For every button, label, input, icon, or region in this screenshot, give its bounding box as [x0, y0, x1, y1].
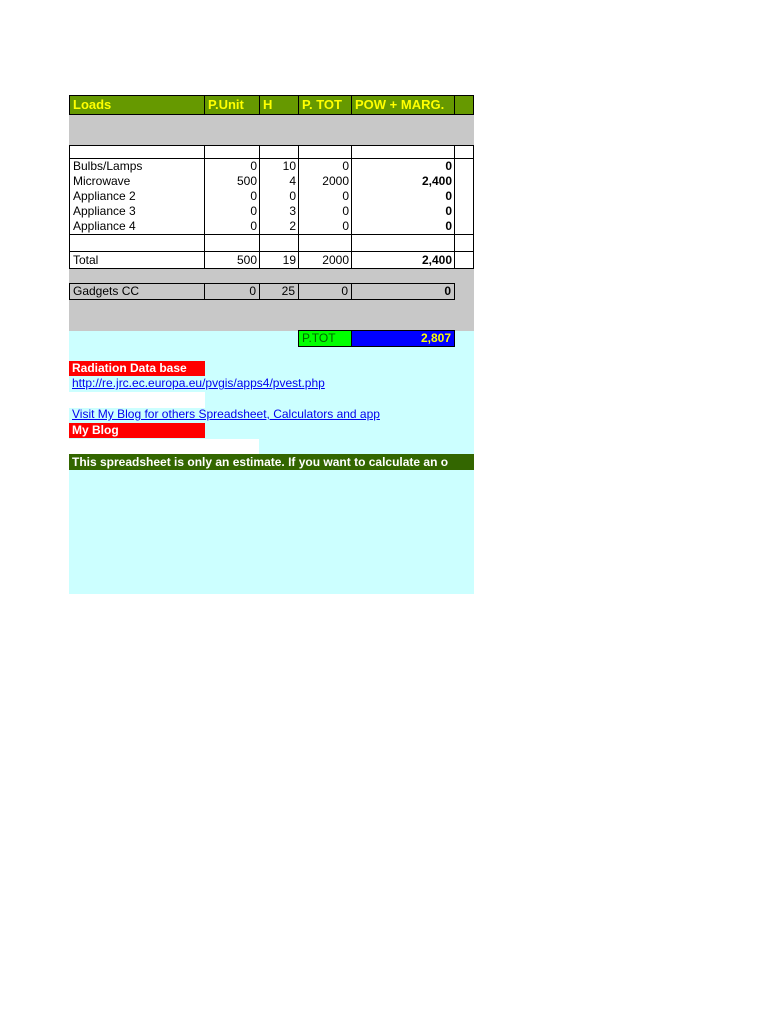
white-cell: [69, 392, 205, 408]
load-h[interactable]: 3: [259, 204, 299, 219]
total-h[interactable]: 19: [259, 251, 299, 269]
empty-cell[interactable]: [454, 235, 474, 251]
white-cell: [69, 439, 259, 454]
radiation-link[interactable]: http://re.jrc.ec.europa.eu/pvgis/apps4/pvest.php: [72, 376, 325, 390]
load-ptot[interactable]: 0: [298, 204, 352, 219]
empty-cell[interactable]: [69, 145, 205, 159]
empty-cell[interactable]: [454, 174, 474, 189]
load-name[interactable]: Bulbs/Lamps: [69, 159, 205, 174]
header-loads[interactable]: Loads: [69, 95, 205, 115]
total-ptot[interactable]: 2000: [298, 251, 352, 269]
load-name[interactable]: Microwave: [69, 174, 205, 189]
empty-cell[interactable]: [454, 251, 474, 269]
load-ptot[interactable]: 0: [298, 189, 352, 204]
load-ptot[interactable]: 0: [298, 159, 352, 174]
empty-cell[interactable]: [454, 189, 474, 204]
load-powmarg[interactable]: 0: [351, 204, 455, 219]
load-h[interactable]: 4: [259, 174, 299, 189]
load-punit[interactable]: 0: [204, 159, 260, 174]
empty-cell[interactable]: [69, 235, 205, 251]
load-name[interactable]: Appliance 3: [69, 204, 205, 219]
empty-cell[interactable]: [351, 235, 455, 251]
load-h[interactable]: 0: [259, 189, 299, 204]
load-punit[interactable]: 500: [204, 174, 260, 189]
empty-cell[interactable]: [259, 145, 299, 159]
empty-cell[interactable]: [351, 145, 455, 159]
empty-cell[interactable]: [298, 235, 352, 251]
load-powmarg[interactable]: 0: [351, 189, 455, 204]
header-extra[interactable]: [454, 95, 474, 115]
header-punit[interactable]: P.Unit: [204, 95, 260, 115]
total-powmarg[interactable]: 2,400: [351, 251, 455, 269]
estimate-notice: This spreadsheet is only an estimate. If you want to calculate an o: [69, 454, 474, 470]
load-name[interactable]: Appliance 2: [69, 189, 205, 204]
gadgets-ptot[interactable]: 0: [298, 283, 352, 300]
empty-cell[interactable]: [259, 235, 299, 251]
header-h[interactable]: H: [259, 95, 299, 115]
empty-cell[interactable]: [454, 219, 474, 235]
empty-cell[interactable]: [204, 145, 260, 159]
load-powmarg[interactable]: 0: [351, 219, 455, 235]
total-punit[interactable]: 500: [204, 251, 260, 269]
load-ptot[interactable]: 0: [298, 219, 352, 235]
empty-cell[interactable]: [298, 145, 352, 159]
visit-blog-link[interactable]: Visit My Blog for others Spreadsheet, Calculators and app: [72, 407, 380, 421]
load-ptot[interactable]: 2000: [298, 174, 352, 189]
radiation-label: Radiation Data base: [69, 361, 205, 376]
empty-cell[interactable]: [204, 235, 260, 251]
header-ptot[interactable]: P. TOT: [298, 95, 352, 115]
empty-cell[interactable]: [454, 204, 474, 219]
empty-cell[interactable]: [454, 159, 474, 174]
load-powmarg[interactable]: 2,400: [351, 174, 455, 189]
gadgets-punit[interactable]: 0: [204, 283, 260, 300]
load-name[interactable]: Appliance 4: [69, 219, 205, 235]
load-h[interactable]: 10: [259, 159, 299, 174]
load-h[interactable]: 2: [259, 219, 299, 235]
gadgets-label[interactable]: Gadgets CC: [69, 283, 205, 300]
total-label[interactable]: Total: [69, 251, 205, 269]
load-punit[interactable]: 0: [204, 189, 260, 204]
gadgets-powmarg[interactable]: 0: [351, 283, 455, 300]
ptot-label[interactable]: P.TOT: [298, 330, 352, 347]
load-punit[interactable]: 0: [204, 219, 260, 235]
load-punit[interactable]: 0: [204, 204, 260, 219]
empty-cell[interactable]: [454, 145, 474, 159]
ptot-value[interactable]: 2,807: [351, 330, 455, 347]
gadgets-h[interactable]: 25: [259, 283, 299, 300]
my-blog-label[interactable]: My Blog: [69, 423, 205, 438]
load-powmarg[interactable]: 0: [351, 159, 455, 174]
header-powmarg[interactable]: POW + MARG.: [351, 95, 455, 115]
